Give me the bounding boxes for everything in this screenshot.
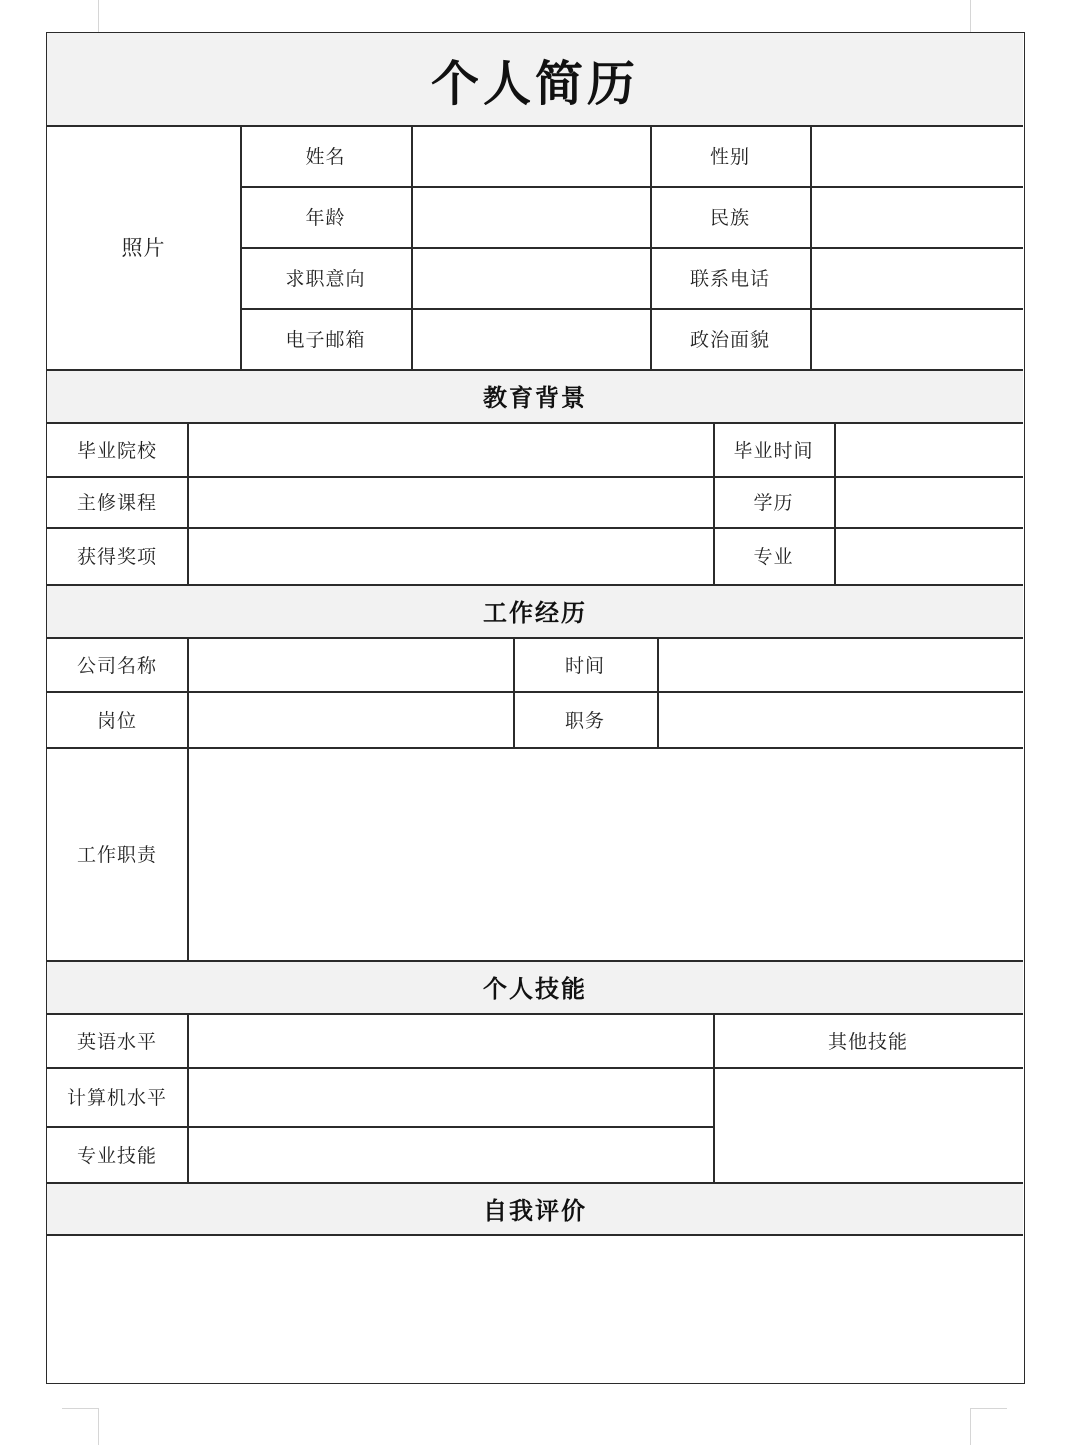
professional-skills-label: 专业技能: [76, 1144, 157, 1167]
other-skills-field[interactable]: [713, 1067, 1023, 1182]
skills-section-title: 个人技能: [483, 975, 587, 1003]
awards-label: 获得奖项: [76, 546, 157, 568]
post-label: 岗位: [96, 709, 137, 732]
grid-line: [650, 125, 652, 369]
grid-line: [47, 422, 1023, 424]
grad-time-label: 毕业时间: [733, 439, 814, 462]
photo-placeholder[interactable]: 照片: [121, 236, 166, 260]
gender-label: 性别: [709, 146, 750, 168]
grid-line: [47, 960, 1023, 962]
grid-line: [240, 186, 1023, 188]
grid-line: [834, 422, 836, 584]
grid-line: [47, 1126, 713, 1128]
grid-line: [47, 527, 1023, 529]
grid-line: [47, 476, 1023, 478]
email-label: 电子邮箱: [285, 329, 366, 351]
grid-line: [187, 1013, 189, 1182]
major-field[interactable]: [834, 527, 1023, 584]
page-corner-mark: [62, 1408, 99, 1445]
awards-field[interactable]: [187, 527, 713, 584]
self-eval-field[interactable]: [47, 1234, 1023, 1382]
political-status-label: 政治面貌: [689, 329, 770, 351]
job-intention-field[interactable]: [411, 247, 650, 308]
grid-line: [713, 422, 715, 584]
degree-label: 学历: [753, 492, 794, 514]
school-field[interactable]: [187, 422, 713, 476]
ethnicity-label: 民族: [709, 207, 750, 229]
phone-label: 联系电话: [689, 268, 770, 290]
school-label: 毕业院校: [76, 439, 157, 462]
duty-title-field[interactable]: [657, 691, 1023, 747]
grid-line: [47, 1067, 1023, 1069]
company-label: 公司名称: [76, 654, 157, 677]
english-label: 英语水平: [76, 1030, 157, 1053]
grid-line: [47, 747, 1023, 749]
age-label: 年龄: [305, 207, 346, 229]
grid-line: [47, 1234, 1023, 1236]
page-corner-mark: [970, 1408, 1007, 1445]
responsibilities-label: 工作职责: [76, 844, 157, 866]
grid-line: [47, 584, 1023, 586]
other-skills-label: 其他技能: [827, 1030, 908, 1053]
phone-field[interactable]: [810, 247, 1023, 308]
grid-line: [810, 125, 812, 369]
grid-line: [411, 125, 413, 369]
name-label: 姓名: [305, 146, 346, 168]
political-status-field[interactable]: [810, 308, 1023, 369]
grid-line: [187, 422, 189, 584]
professional-skills-field[interactable]: [187, 1126, 713, 1182]
computer-field[interactable]: [187, 1067, 713, 1126]
grid-line: [47, 691, 1023, 693]
responsibilities-field[interactable]: [187, 747, 1023, 960]
company-field[interactable]: [187, 637, 513, 691]
computer-label: 计算机水平: [66, 1087, 167, 1109]
gender-field[interactable]: [810, 125, 1023, 186]
courses-label: 主修课程: [76, 492, 157, 514]
time-label: 时间: [564, 654, 605, 677]
self-eval-section-title: 自我评价: [483, 1196, 587, 1225]
grid-line: [187, 637, 189, 960]
job-intention-label: 求职意向: [285, 268, 366, 290]
resume-form: [46, 32, 1025, 1384]
degree-field[interactable]: [834, 476, 1023, 527]
english-field[interactable]: [187, 1013, 713, 1067]
email-field[interactable]: [411, 308, 650, 369]
name-field[interactable]: [411, 125, 650, 186]
age-field[interactable]: [411, 186, 650, 247]
duty-title-label: 职务: [564, 709, 605, 732]
grid-line: [240, 125, 242, 369]
courses-field[interactable]: [187, 476, 713, 527]
grid-line: [47, 125, 1023, 127]
major-label: 专业: [753, 546, 794, 568]
grid-line: [713, 1013, 715, 1182]
grid-line: [240, 247, 1023, 249]
time-field[interactable]: [657, 637, 1023, 691]
grad-time-field[interactable]: [834, 422, 1023, 476]
grid-line: [657, 637, 659, 747]
grid-line: [47, 1182, 1023, 1184]
ethnicity-field[interactable]: [810, 186, 1023, 247]
grid-line: [240, 308, 1023, 310]
post-field[interactable]: [187, 691, 513, 747]
grid-line: [47, 637, 1023, 639]
grid-line: [47, 1013, 1023, 1015]
education-section-title: 教育背景: [483, 384, 587, 412]
page-title: 个人简历: [430, 55, 639, 112]
grid-line: [47, 369, 1023, 371]
work-section-title: 工作经历: [483, 599, 587, 627]
grid-line: [513, 637, 515, 747]
